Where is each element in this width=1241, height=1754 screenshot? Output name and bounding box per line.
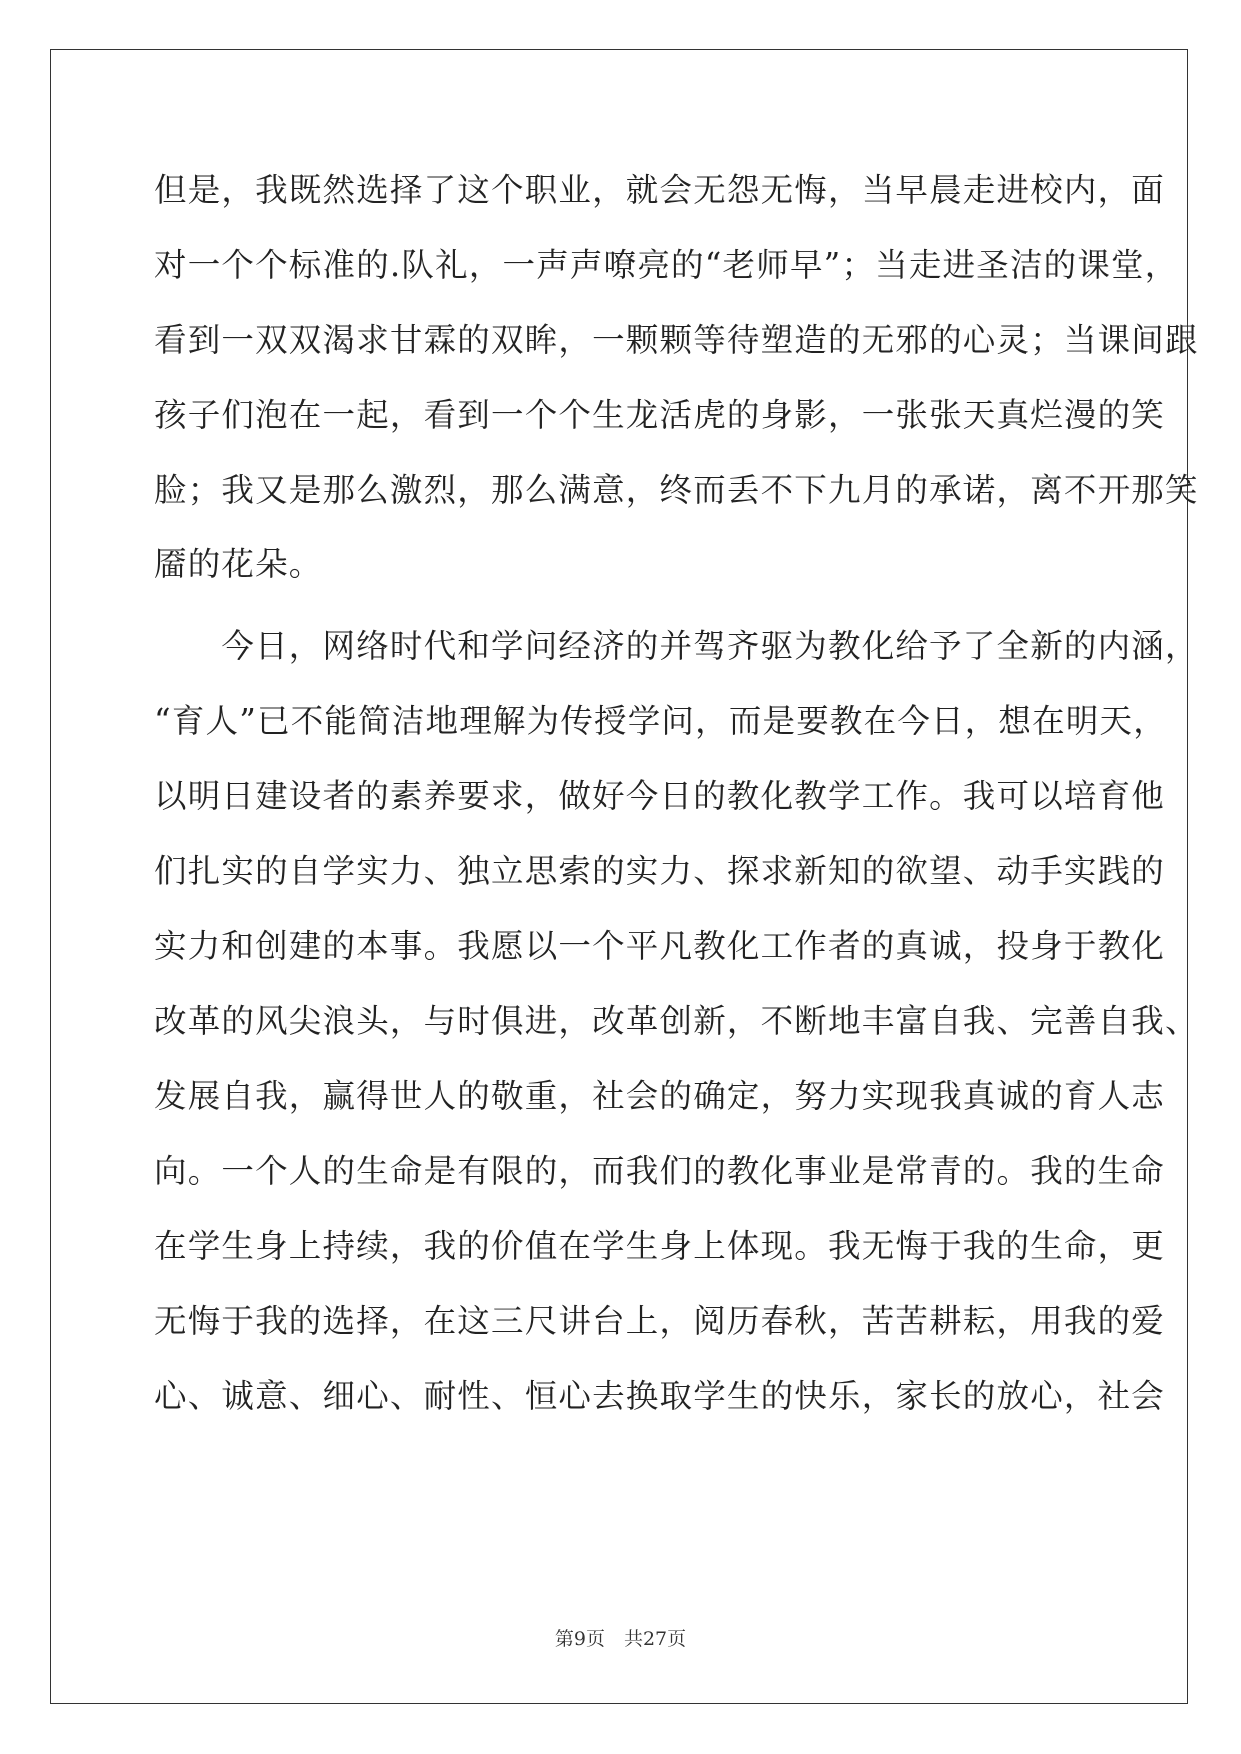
text-line: 靥的花朵。 xyxy=(154,545,323,583)
text-line: 孩子们泡在一起，看到一个个生龙活虎的身影，一张张天真烂漫的笑 xyxy=(154,396,1166,434)
text-line: 在学生身上持续，我的价值在学生身上体现。我无悔于我的生命，更 xyxy=(154,1227,1166,1265)
text-line: 无悔于我的选择，在这三尺讲台上，阅历春秋，苦苦耕耘，用我的爱 xyxy=(154,1302,1166,1340)
text-line: 改革的风尖浪头，与时俱进，改革创新，不断地丰富自我、完善自我、 xyxy=(154,1002,1199,1040)
text-line: 心、诚意、细心、耐性、恒心去换取学生的快乐，家长的放心，社会 xyxy=(154,1377,1166,1415)
text-line: 发展自我，赢得世人的敬重，社会的确定，努力实现我真诚的育人志 xyxy=(154,1077,1166,1115)
text-line: 以明日建设者的素养要求，做好今日的教化教学工作。我可以培育他 xyxy=(154,777,1166,815)
text-line: 对一个个标准的.队礼，一声声嘹亮的“老师早”；当走进圣洁的课堂， xyxy=(154,246,1179,284)
text-line: “育人”已不能简洁地理解为传授学问，而是要教在今日，想在明天， xyxy=(154,702,1167,740)
text-line: 向。一个人的生命是有限的，而我们的教化事业是常青的。我的生命 xyxy=(154,1152,1166,1190)
text-line: 今日，网络时代和学问经济的并驾齐驱为教化给予了全新的内涵， xyxy=(154,627,1199,665)
page-number-footer: 第9页 共27页 xyxy=(554,1628,687,1650)
text-line: 但是，我既然选择了这个职业，就会无怨无悔，当早晨走进校内，面 xyxy=(154,171,1166,209)
text-line: 脸；我又是那么激烈，那么满意，终而丢不下九月的承诺，离不开那笑 xyxy=(154,471,1199,509)
text-line: 看到一双双渴求甘霖的双眸，一颗颗等待塑造的无邪的心灵；当课间跟 xyxy=(154,321,1199,359)
text-line: 们扎实的自学实力、独立思索的实力、探求新知的欲望、动手实践的 xyxy=(154,852,1166,890)
text-line: 实力和创建的本事。我愿以一个平凡教化工作者的真诚，投身于教化 xyxy=(154,927,1166,965)
